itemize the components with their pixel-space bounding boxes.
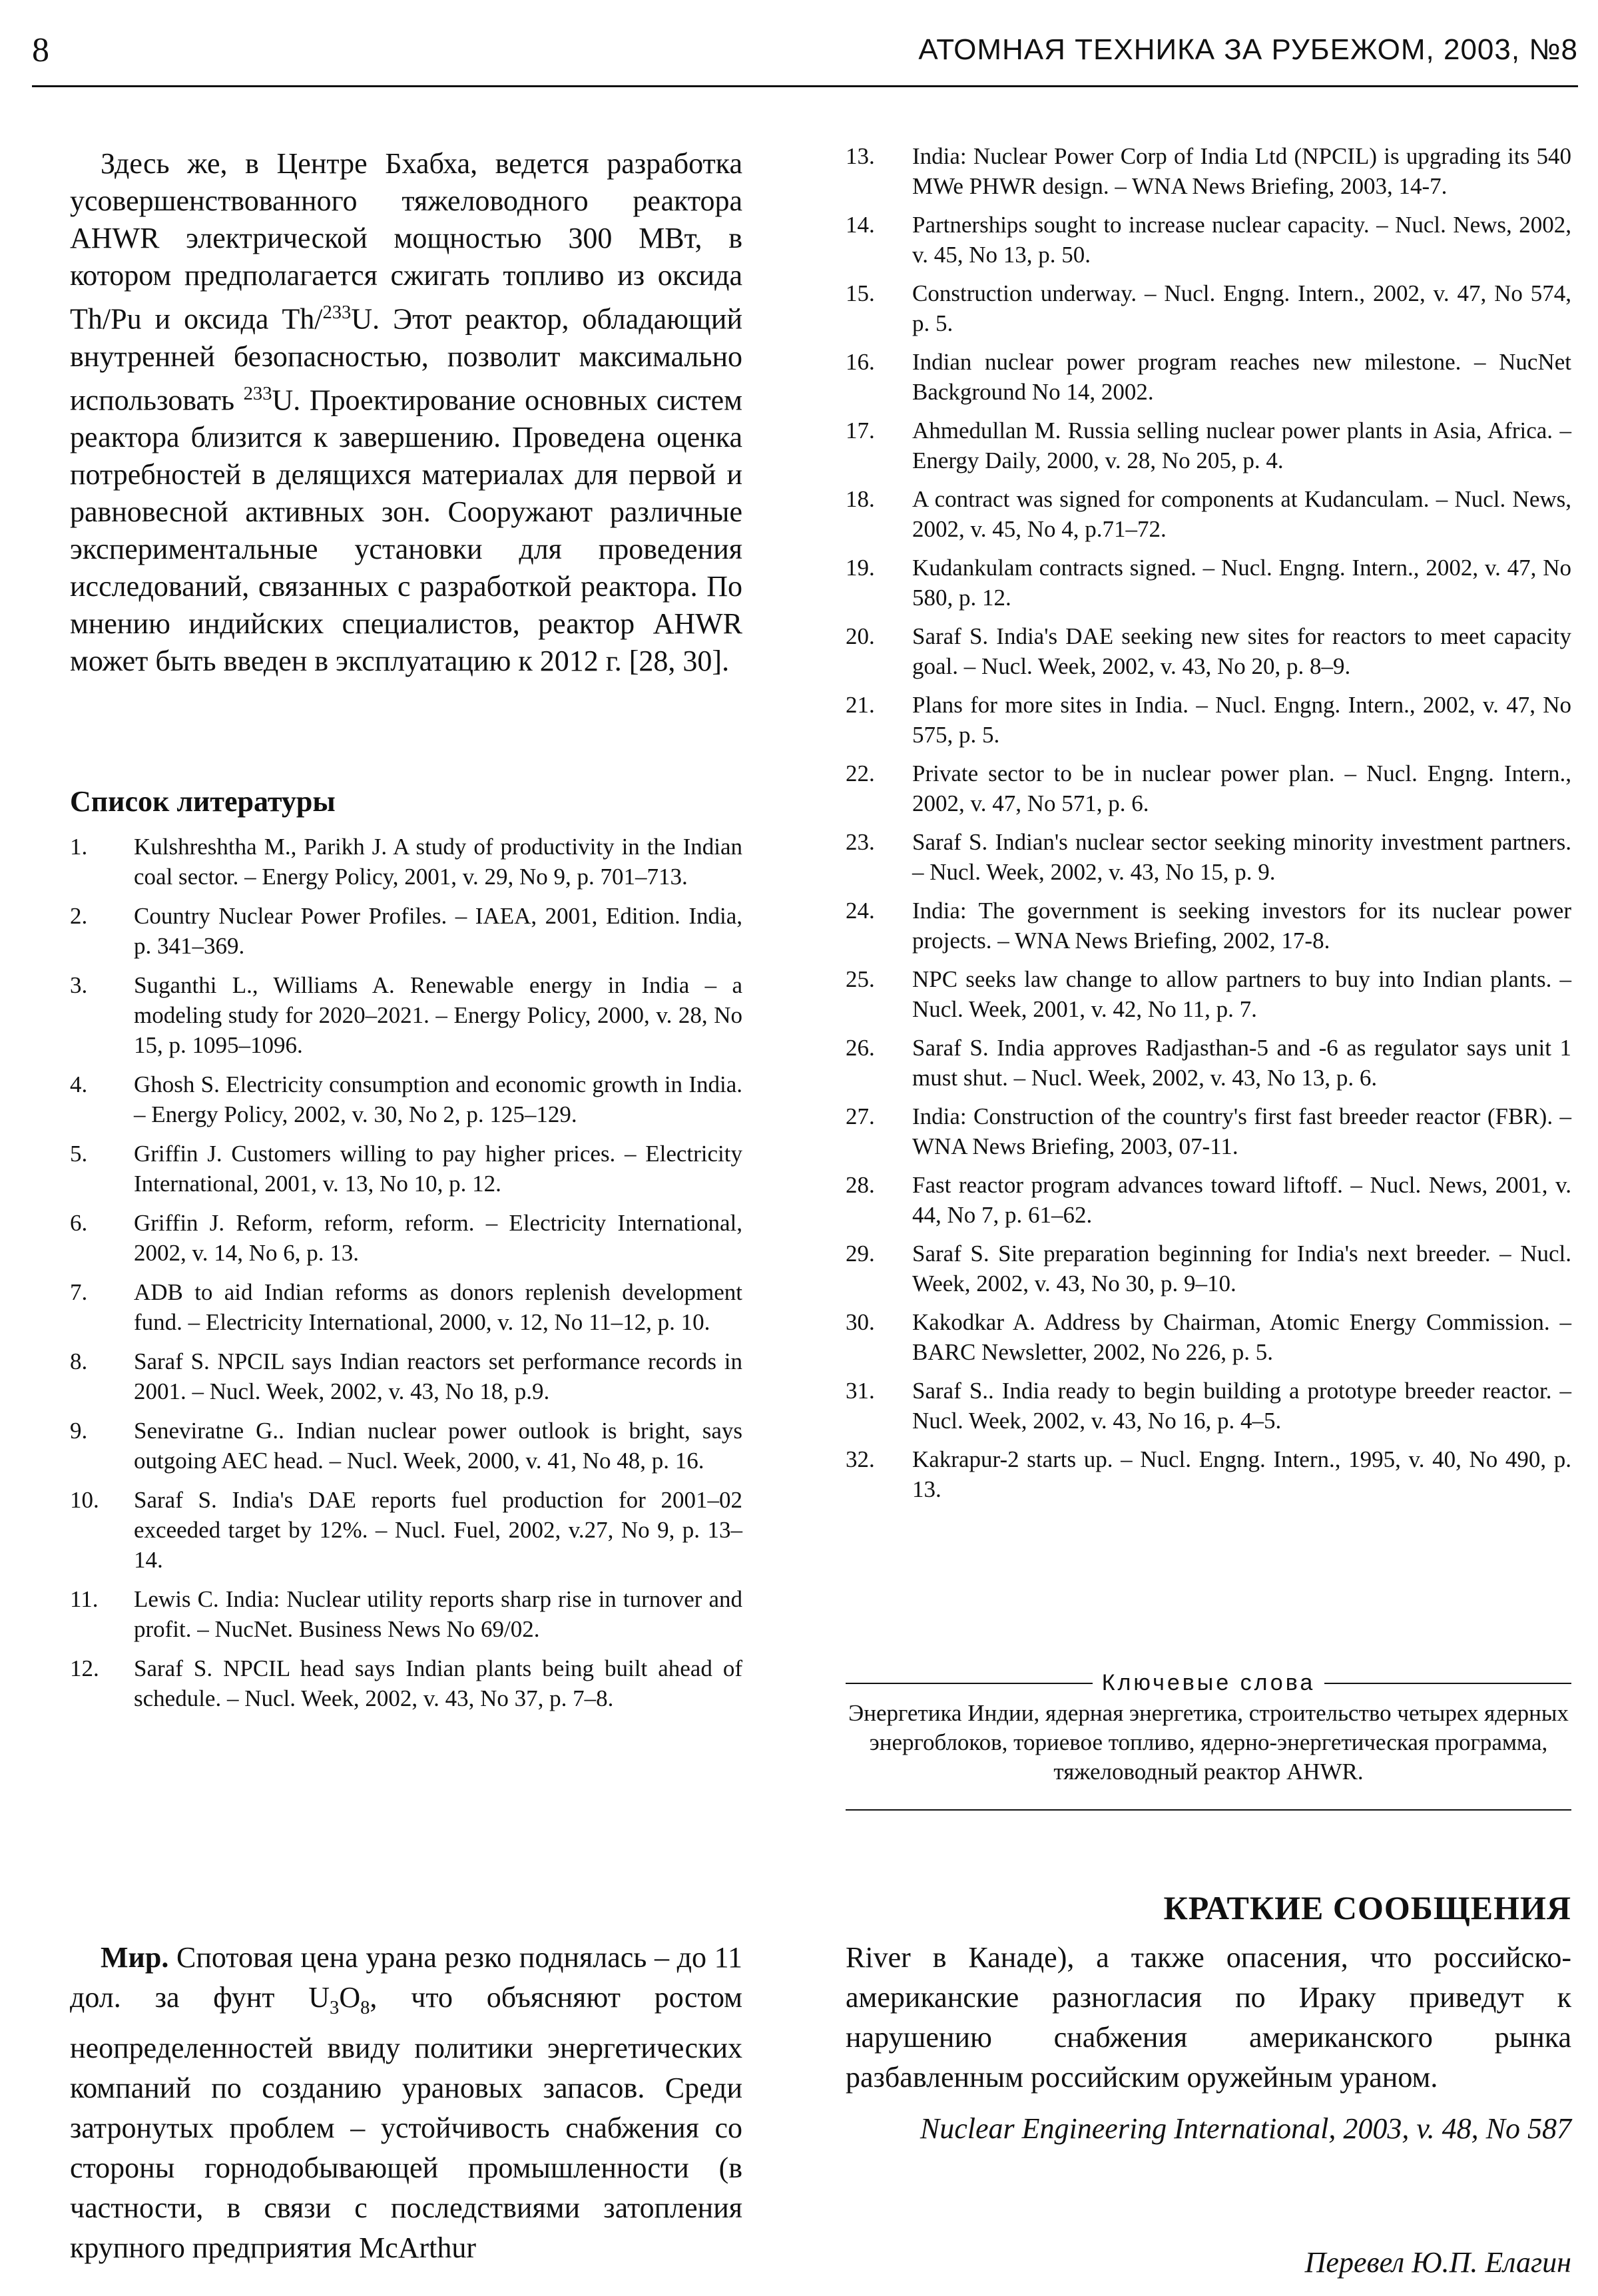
- reference-text: Ghosh S. Electricity consumption and economic growth in India. – Energy Policy, 2002, v. 30, No 2, p. 125–129.: [134, 1071, 742, 1127]
- reference-text: NPC seeks law change to allow partners to buy into Indian plants. – Nucl. Week, 2001, v. 42, No 11, p. 7.: [912, 966, 1571, 1022]
- reference-text: India: Nuclear Power Corp of India Ltd (NPCIL) is upgrading its 540 MWe PHWR design. – WNA News Briefing, 2003, 14-7.: [912, 143, 1571, 199]
- reference-text: Ahmedullan M. Russia selling nuclear power plants in Asia, Africa. – Energy Daily, 2000, v. 28, No 205, p. 4.: [912, 418, 1571, 473]
- reference-number: 22.: [846, 760, 875, 786]
- reference-number: 13.: [846, 143, 875, 169]
- reference-number: 6.: [70, 1210, 88, 1236]
- reference-number: 18.: [846, 486, 875, 512]
- reference-text: Fast reactor program advances toward liftoff. – Nucl. News, 2001, v. 44, No 7, p. 61–62.: [912, 1172, 1571, 1228]
- reference-text: Saraf S. NPCIL head says Indian plants being built ahead of schedule. – Nucl. Week, 2002, v. 43, No 37, p. 7–8.: [134, 1655, 742, 1711]
- reference-number: 31.: [846, 1378, 875, 1404]
- reference-item: [846, 416, 1571, 475]
- reference-item: [846, 553, 1571, 613]
- reference-item: [846, 690, 1571, 750]
- reference-number: 9.: [70, 1418, 88, 1444]
- reference-item: [70, 1208, 742, 1268]
- reference-number: 2.: [70, 903, 88, 929]
- reference-number: 7.: [70, 1279, 88, 1305]
- reference-number: 25.: [846, 966, 875, 992]
- reference-text: Suganthi L., Williams A. Renewable energy in India – a modeling study for 2020–2021. – Energy Policy, 2000, v. 28, No 15, p. 1095–1096.: [134, 972, 742, 1058]
- reference-number: 32.: [846, 1446, 875, 1472]
- reference-number: 1.: [70, 834, 88, 860]
- reference-text: A contract was signed for components at Kudanculam. – Nucl. News, 2002, v. 45, No 4, p.71–72.: [912, 486, 1571, 542]
- reference-item: [846, 1033, 1571, 1093]
- reference-item: [70, 970, 742, 1060]
- reference-number: 15.: [846, 280, 875, 306]
- reference-number: 17.: [846, 418, 875, 443]
- reference-item: [70, 1069, 742, 1129]
- reference-item: [846, 1170, 1571, 1230]
- reference-text: Seneviratne G.. Indian nuclear power outlook is bright, says outgoing AEC head. – Nucl. Week, 2000, v. 41, No 48, p. 16.: [134, 1418, 742, 1474]
- reference-text: Kakrapur-2 starts up. – Nucl. Engng. Intern., 1995, v. 40, No 490, p. 13.: [912, 1446, 1571, 1502]
- reference-number: 16.: [846, 349, 875, 375]
- reference-number: 8.: [70, 1348, 88, 1374]
- page-number: 8: [32, 31, 49, 69]
- reference-number: 14.: [846, 212, 875, 238]
- reference-number: 26.: [846, 1035, 875, 1061]
- reference-text: Lewis C. India: Nuclear utility reports sharp rise in turnover and profit. – NucNet. Business News No 69/02.: [134, 1586, 742, 1642]
- reference-text: Saraf S. India's DAE seeking new sites for reactors to meet capacity goal. – Nucl. Week, 2002, v. 43, No 20, p. 8–9.: [912, 623, 1571, 679]
- reference-text: Saraf S.. India ready to begin building a prototype breeder reactor. – Nucl. Week, 2002, v. 43, No 16, p. 4–5.: [912, 1378, 1571, 1434]
- keywords-title: Ключевые слова: [1101, 1670, 1316, 1695]
- brief-news-lead: Мир.: [101, 1941, 169, 1974]
- reference-item: [70, 1139, 742, 1199]
- brief-news-left: Мир. Спотовая цена урана резко поднялась – до 11 дол. за фунт $U_3O_8$, что объясняют ростом неопределенностей ввиду политики энергетических компаний по созданию урановых запасов. Среди затронутых проблем – устойчивость снабжения со стороны горнодобывающей промышленности (в частности, в связи с последствиями затопления крупного предприятия McArthur: [70, 1941, 742, 2264]
- reference-number: 3.: [70, 972, 88, 998]
- reference-number: 4.: [70, 1071, 88, 1097]
- reference-item: [846, 1444, 1571, 1504]
- keywords-divider: [846, 1809, 1571, 1811]
- reference-item: [846, 1239, 1571, 1298]
- reference-number: 30.: [846, 1309, 875, 1335]
- running-title: АТОМНАЯ ТЕХНИКА ЗА РУБЕЖОМ, 2003, №8: [918, 33, 1578, 66]
- reference-text: Saraf S. Site preparation beginning for India's next breeder. – Nucl. Week, 2002, v. 43, No 30, p. 9–10.: [912, 1241, 1571, 1296]
- reference-item: [846, 621, 1571, 681]
- reference-item: [846, 347, 1571, 407]
- reference-text: Kakodkar A. Address by Chairman, Atomic Energy Commission. – BARC Newsletter, 2002, No 226, p. 5.: [912, 1309, 1571, 1365]
- reference-number: 11.: [70, 1586, 99, 1612]
- keywords-text: Энергетика Индии, ядерная энергетика, строительство четырех ядерных энергоблоков, ториевое топливо, ядерно-энергетическая программа, тяжеловодный реактор AHWR.: [848, 1700, 1569, 1785]
- reference-item: [70, 1653, 742, 1713]
- references-list-left: [70, 832, 742, 1713]
- reference-text: Indian nuclear power program reaches new milestone. – NucNet Background No 14, 2002.: [912, 349, 1571, 405]
- reference-item: [70, 1277, 742, 1337]
- reference-text: Griffin J. Customers willing to pay higher prices. – Electricity International, 2001, v. 13, No 10, p. 12.: [134, 1141, 742, 1197]
- reference-text: Saraf S. Indian's nuclear sector seeking minority investment partners. – Nucl. Week, 2002, v. 43, No 15, p. 9.: [912, 829, 1571, 885]
- reference-number: 21.: [846, 692, 875, 718]
- keywords-box: [846, 1670, 1571, 1811]
- reference-item: [846, 758, 1571, 818]
- isotope-mass-2: 233: [243, 383, 272, 404]
- references-title: Список литературы: [70, 785, 336, 818]
- reference-text: Saraf S. India's DAE reports fuel production for 2001–02 exceeded target by 12%. – Nucl. Fuel, 2002, v.27, No 9, p. 13–14.: [134, 1487, 742, 1573]
- reference-number: 28.: [846, 1172, 875, 1198]
- reference-text: Partnerships sought to increase nuclear capacity. – Nucl. News, 2002, v. 45, No 13, p. 50.: [912, 212, 1571, 268]
- page-header: [32, 25, 1578, 87]
- reference-text: Kulshreshtha M., Parikh J. A study of productivity in the Indian coal sector. – Energy Policy, 2001, v. 29, No 9, p. 701–713.: [134, 834, 742, 890]
- reference-number: 24.: [846, 898, 875, 924]
- reference-item: [846, 964, 1571, 1024]
- reference-item: [846, 210, 1571, 270]
- reference-number: 23.: [846, 829, 875, 855]
- reference-text: Construction underway. – Nucl. Engng. Intern., 2002, v. 47, No 574, p. 5.: [912, 280, 1571, 336]
- reference-text: India: The government is seeking investors for its nuclear power projects. – WNA News Briefing, 2002, 17-8.: [912, 898, 1571, 954]
- references-list-right: [846, 141, 1571, 1504]
- reference-text: Private sector to be in nuclear power plan. – Nucl. Engng. Intern., 2002, v. 47, No 571, p. 6.: [912, 760, 1571, 816]
- brief-news-right: River в Канаде), а также опасения, что российско-американские разногласия по Ираку приведут к нарушению снабжения американского рынка разбавленным российским оружейным ураном.: [846, 1941, 1571, 2094]
- reference-item: [846, 1376, 1571, 1436]
- reference-text: Saraf S. India approves Radjasthan-5 and -6 as regulator says unit 1 must shut. – Nucl. Week, 2002, v. 43, No 13, p. 6.: [912, 1035, 1571, 1091]
- reference-number: 20.: [846, 623, 875, 649]
- reference-number: 12.: [70, 1655, 99, 1681]
- reference-item: [70, 832, 742, 892]
- reference-text: India: Construction of the country's first fast breeder reactor (FBR). – WNA News Briefing, 2003, 07-11.: [912, 1103, 1571, 1159]
- reference-text: Kudankulam contracts signed. – Nucl. Engng. Intern., 2002, v. 47, No 580, p. 12.: [912, 555, 1571, 611]
- intro-paragraph: Здесь же, в Центре Бхабха, ведется разработка усовершенствованного тяжеловодного реактора AHWR электрической мощностью 300 МВт, в котором предполагается сжигать топливо из оксида Th/Pu и оксида Th/$^{233}$U. Этот реактор, обладающий внутренней безопасностью, позволит максимально использовать $^{233}$U. Проектирование основных систем реактора близится к завершению. Проведена оценка потребностей в делящихся материалах для первой и равновесной активных зон. Сооружают различные экспериментальные установки для проведения исследований, связанных с разработкой реактора. По мнению индийских специалистов, реактор AHWR может быть введен в эксплуатацию к 2012 г. [28, 30].: [70, 147, 742, 678]
- reference-item: [846, 827, 1571, 887]
- reference-text: Griffin J. Reform, reform, reform. – Electricity International, 2002, v. 14, No 6, p. 13.: [134, 1210, 742, 1266]
- reference-number: 19.: [846, 555, 875, 581]
- reference-number: 29.: [846, 1241, 875, 1267]
- reference-item: [70, 1346, 742, 1406]
- reference-item: [70, 1584, 742, 1644]
- reference-item: [846, 896, 1571, 956]
- reference-item: [70, 1416, 742, 1476]
- brief-news-heading: КРАТКИЕ СООБЩЕНИЯ: [1163, 1889, 1571, 1926]
- isotope-mass-1: 233: [322, 302, 352, 323]
- reference-item: [846, 484, 1571, 544]
- reference-item: [846, 1307, 1571, 1367]
- reference-item: [70, 1485, 742, 1575]
- reference-number: 5.: [70, 1141, 88, 1167]
- reference-item: [846, 278, 1571, 338]
- news-source: Nuclear Engineering International, 2003, v. 48, No 587: [920, 2112, 1571, 2145]
- reference-number: 10.: [70, 1487, 99, 1513]
- references-right: [846, 141, 1571, 1513]
- reference-text: Country Nuclear Power Profiles. – IAEA, 2001, Edition. India, p. 341–369.: [134, 903, 742, 959]
- references-left: [70, 784, 742, 1723]
- reference-item: [70, 901, 742, 961]
- reference-text: ADB to aid Indian reforms as donors replenish development fund. – Electricity International, 2000, v. 12, No 11–12, p. 10.: [134, 1279, 742, 1335]
- reference-text: Plans for more sites in India. – Nucl. Engng. Intern., 2002, v. 47, No 575, p. 5.: [912, 692, 1571, 748]
- reference-number: 27.: [846, 1103, 875, 1129]
- reference-text: Saraf S. NPCIL says Indian reactors set performance records in 2001. – Nucl. Week, 2002, v. 43, No 18, p.9.: [134, 1348, 742, 1404]
- reference-item: [846, 141, 1571, 201]
- translator-credit: Перевел Ю.П. Елагин: [1304, 2246, 1571, 2279]
- reference-item: [846, 1101, 1571, 1161]
